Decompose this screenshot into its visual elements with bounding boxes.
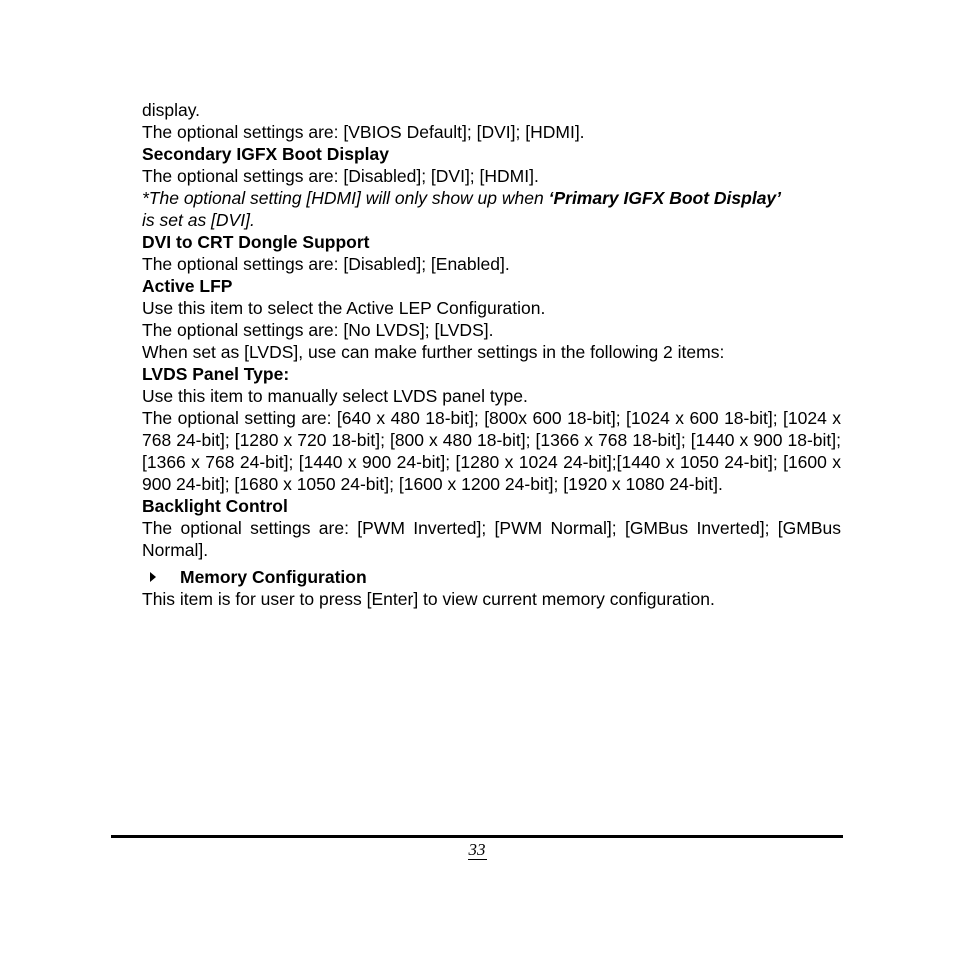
page-number: 33 xyxy=(468,840,486,859)
text-line: The optional settings are: [Disabled]; [Enabled]. xyxy=(142,254,510,274)
backlight-options-paragraph: The optional settings are: [PWM Inverted]; [PWM Normal]; [GMBus Inverted]; [GMBus Normal]. xyxy=(142,518,841,560)
text-line: Use this item to select the Active LEP Configuration. xyxy=(142,298,546,318)
text-line: The optional settings are: [No LVDS]; [LVDS]. xyxy=(142,320,494,340)
text-line: Use this item to manually select LVDS panel type. xyxy=(142,386,528,406)
heading-active-lfp: Active LFP xyxy=(142,276,233,296)
footer-divider xyxy=(111,835,843,838)
heading-memory-configuration: Memory Configuration xyxy=(180,567,367,587)
text-line: The optional settings are: [Disabled]; [DVI]; [HDMI]. xyxy=(142,166,539,186)
note-emphasis: ‘Primary IGFX Boot Display’ xyxy=(548,188,782,208)
lvds-options-paragraph: The optional setting are: [640 x 480 18-bit]; [800x 600 18-bit]; [1024 x 600 18-bit]; [1024 x 768 24-bit]; [1280 x 720 18-bit]; [800 x 480 18-bit]; [1366 x 768 18-bit]; [1440 x 900 18-bit]; [1366 x 768 24-bit]; [1440 x 900 24-bit]; [1280 x 1024 24-bit];[1440 x 1050 24-bit]; [1600 x 900 24-bit]; [1680 x 1050 24-bit]; [1600 x 1200 24-bit]; [1920 x 1080 24-bit]. xyxy=(142,408,841,494)
heading-dvi-crt: DVI to CRT Dongle Support xyxy=(142,232,370,252)
heading-secondary-igfx: Secondary IGFX Boot Display xyxy=(142,144,389,164)
text-line: When set as [LVDS], use can make further settings in the following 2 items: xyxy=(142,342,725,362)
heading-lvds-panel-type: LVDS Panel Type: xyxy=(142,364,290,384)
note-line xyxy=(142,187,841,209)
heading-backlight-control: Backlight Control xyxy=(142,496,288,516)
memory-configuration-item xyxy=(142,566,841,588)
note-text: *The optional setting [HDMI] will only show up when xyxy=(142,188,549,208)
note-line-2: is set as [DVI]. xyxy=(142,210,255,230)
text-line: display. xyxy=(142,100,201,120)
text-line: The optional settings are: [VBIOS Default]; [DVI]; [HDMI]. xyxy=(142,122,585,142)
document-body xyxy=(142,99,841,610)
text-line: This item is for user to press [Enter] to view current memory configuration. xyxy=(142,589,715,609)
triangle-right-icon xyxy=(150,572,156,582)
